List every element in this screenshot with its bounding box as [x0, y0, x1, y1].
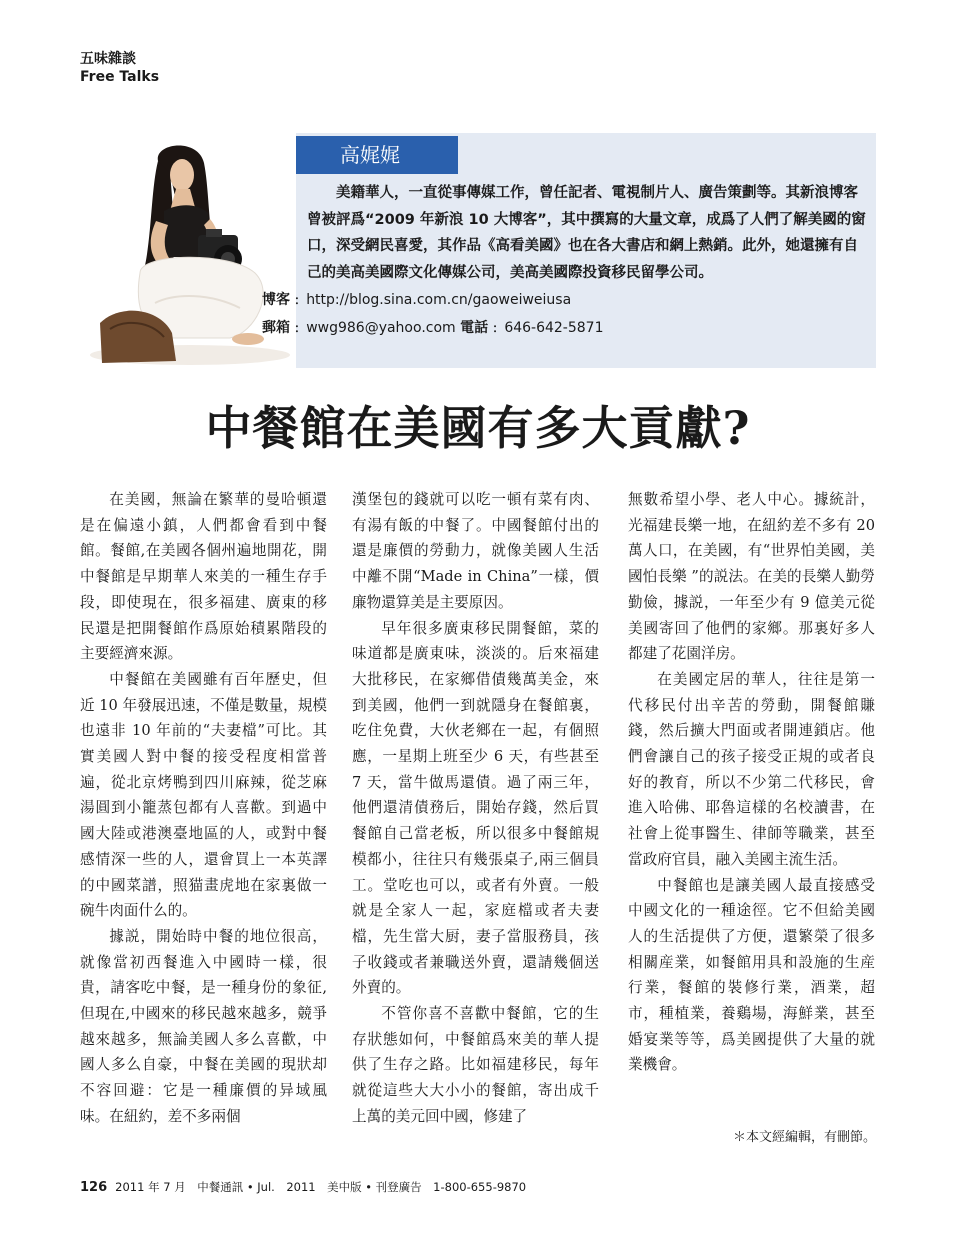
section-header [80, 50, 159, 86]
paragraph: 中餐館也是讓美國人最直接感受中國文化的一種途徑。它不但給美國人的生活提供了方便，還繁榮了很多相關産業，如餐館用具和設施的生産行業，餐館的裝修行業，酒業，超市，種植業，養鷄場，海鮮業，甚至婚宴業等等，爲美國提供了大量的就業機會。 [628, 876, 875, 1074]
blog-url[interactable]: http://blog.sina.com.cn/gaoweiweiusa [306, 292, 572, 308]
article-title: 中餐館在美國有多大貢獻? [205, 401, 751, 455]
paragraph: 不管你喜不喜歡中餐館，它的生存狀態如何，中餐館爲來美的華人提供了生存之路。比如福建移民，每年就從這些大大小小的餐館，寄出成千上萬的美元回中國，修建了 [352, 1005, 599, 1125]
paragraph: 中餐館在美國雖有百年歷史，但近 10 年發展迅速，不僅是數量，規模也遠非 10 年前的“夫妻檔”可比。其實美國人對中餐的接受程度相當普遍，從北京烤鴨到四川麻辣，從芝麻湯圓到小籠蒸包都有人喜歡。到過中國大陸或港澳臺地區的人，或對中餐感情深一些的人，還會買上一本英譯的中國菜譜，照猫畫虎地在家裏做一碗牛肉面什么的。 [80, 670, 327, 920]
author-name: 高娓娓 [340, 143, 400, 167]
page-footer [80, 1178, 526, 1197]
blog-label: 博客 [262, 292, 290, 308]
author-bio-text: 美籍華人，一直從事傳媒工作，曾任記者、電視制片人、廣告策劃等。其新浪博客曾被評爲“2009 年新浪 10 大博客”，其中撰寫的大量文章，成爲了人們了解美國的窗口，深受網民喜愛，其作品《高看美國》也在各大書店和網上熱銷。此外，她還擁有自己的美高美國際文化傳媒公司，美高美國際投資移民留學公司。 [307, 185, 866, 281]
section-title-english: Free Talks [80, 69, 160, 85]
phone-label: 電話 [460, 320, 489, 336]
paragraph: 據説，開始時中餐的地位很高，就像當初西餐進入中國時一樣，很貴，請客吃中餐，是一種身份的象征,但現在,中國來的移民越來越多，競爭越來越多，無論美國人多么喜歡，中國人多么自豪，中餐在美國的現狀却不容回避：它是一種廉價的异域風味。在紐約，差不多兩個 [80, 927, 327, 1125]
paragraph: 早年很多廣東移民開餐館，菜的味道都是廣東味，淡淡的。后來福建大批移民，在家鄉借債幾萬美金，來到美國，他們一到就隱身在餐館裏，吃住免費，大伙老鄉在一起，有個照應，一星期上班至少 6 天，有些甚至 7 天，當牛做馬還債。過了兩三年，他們還清債務后，開始存錢，然后買餐館自己當老板，所以很多中餐館規模都小，往往只有幾張桌子,兩三個員工。堂吃也可以，或者有外賣。一般就是全家人一起，家庭檔或者夫妻檔，先生當大厨，妻子當服務員，孩子收錢或者兼職送外賣，還請幾個送外賣的。 [352, 619, 599, 997]
article-column-3 [628, 487, 875, 1078]
blog-line [262, 290, 571, 310]
paragraph: 在美國，無論在繁華的曼哈頓還是在偏遠小鎮，人們都會看到中餐館。餐館,在美國各個州遍地開花，開中餐館是早期華人來美的一種生存手段，即使現在，很多福建、廣東的移民還是把開餐館作爲原始積累階段的主要經濟來源。 [80, 491, 327, 663]
editor-note: ＊本文經編輯，有刪節。 [732, 1130, 876, 1145]
author-name-tab [296, 136, 458, 174]
email-separator: ： [290, 321, 307, 335]
blog-separator: ： [290, 293, 307, 307]
section-title-chinese: 五味雜談 [80, 51, 136, 67]
contact-line [262, 318, 604, 338]
phone-separator: ： [488, 321, 505, 335]
email-address[interactable]: wwg986@yahoo.com [306, 320, 456, 336]
phone-number: 646-642-5871 [504, 320, 604, 336]
email-label: 郵箱 [262, 320, 290, 336]
article-column-1 [80, 487, 327, 1130]
page-number: 126 [80, 1180, 108, 1195]
article-column-2 [352, 487, 599, 1130]
author-bio [307, 180, 867, 286]
paragraph: 無數希望小學、老人中心。據統計，光福建長樂一地，在紐約差不多有 20 萬人口，在美國，有“世界怕美國，美國怕長樂 ”的説法。在美的長樂人勤勞勤儉，據説，一年至少有 9 億美元從美國寄回了他們的家鄉。那裏好多人都建了花園洋房。 [628, 491, 875, 663]
paragraph: 漢堡包的錢就可以吃一頓有菜有肉、有湯有飯的中餐了。中國餐館付出的還是廉價的勞動力，就像美國人生活中離不開“Made in China”一樣，價廉物還算美是主要原因。 [352, 491, 599, 611]
paragraph: 在美國定居的華人，往往是第一代移民付出辛苦的勞動，開餐館賺錢，然后擴大門面或者開連鎖店。他們會讓自己的孩子接受正規的或者良好的教育，所以不少第二代移民，會進入哈佛、耶魯這樣的名校讀書，在社會上從事醫生、律師等職業，甚至當政府官員，融入美國主流生活。 [628, 670, 875, 868]
footer-text: 2011 年 7 月 中餐通訊 • Jul. 2011 美中版 • 刊登廣告 1-800-655-9870 [115, 1180, 527, 1194]
